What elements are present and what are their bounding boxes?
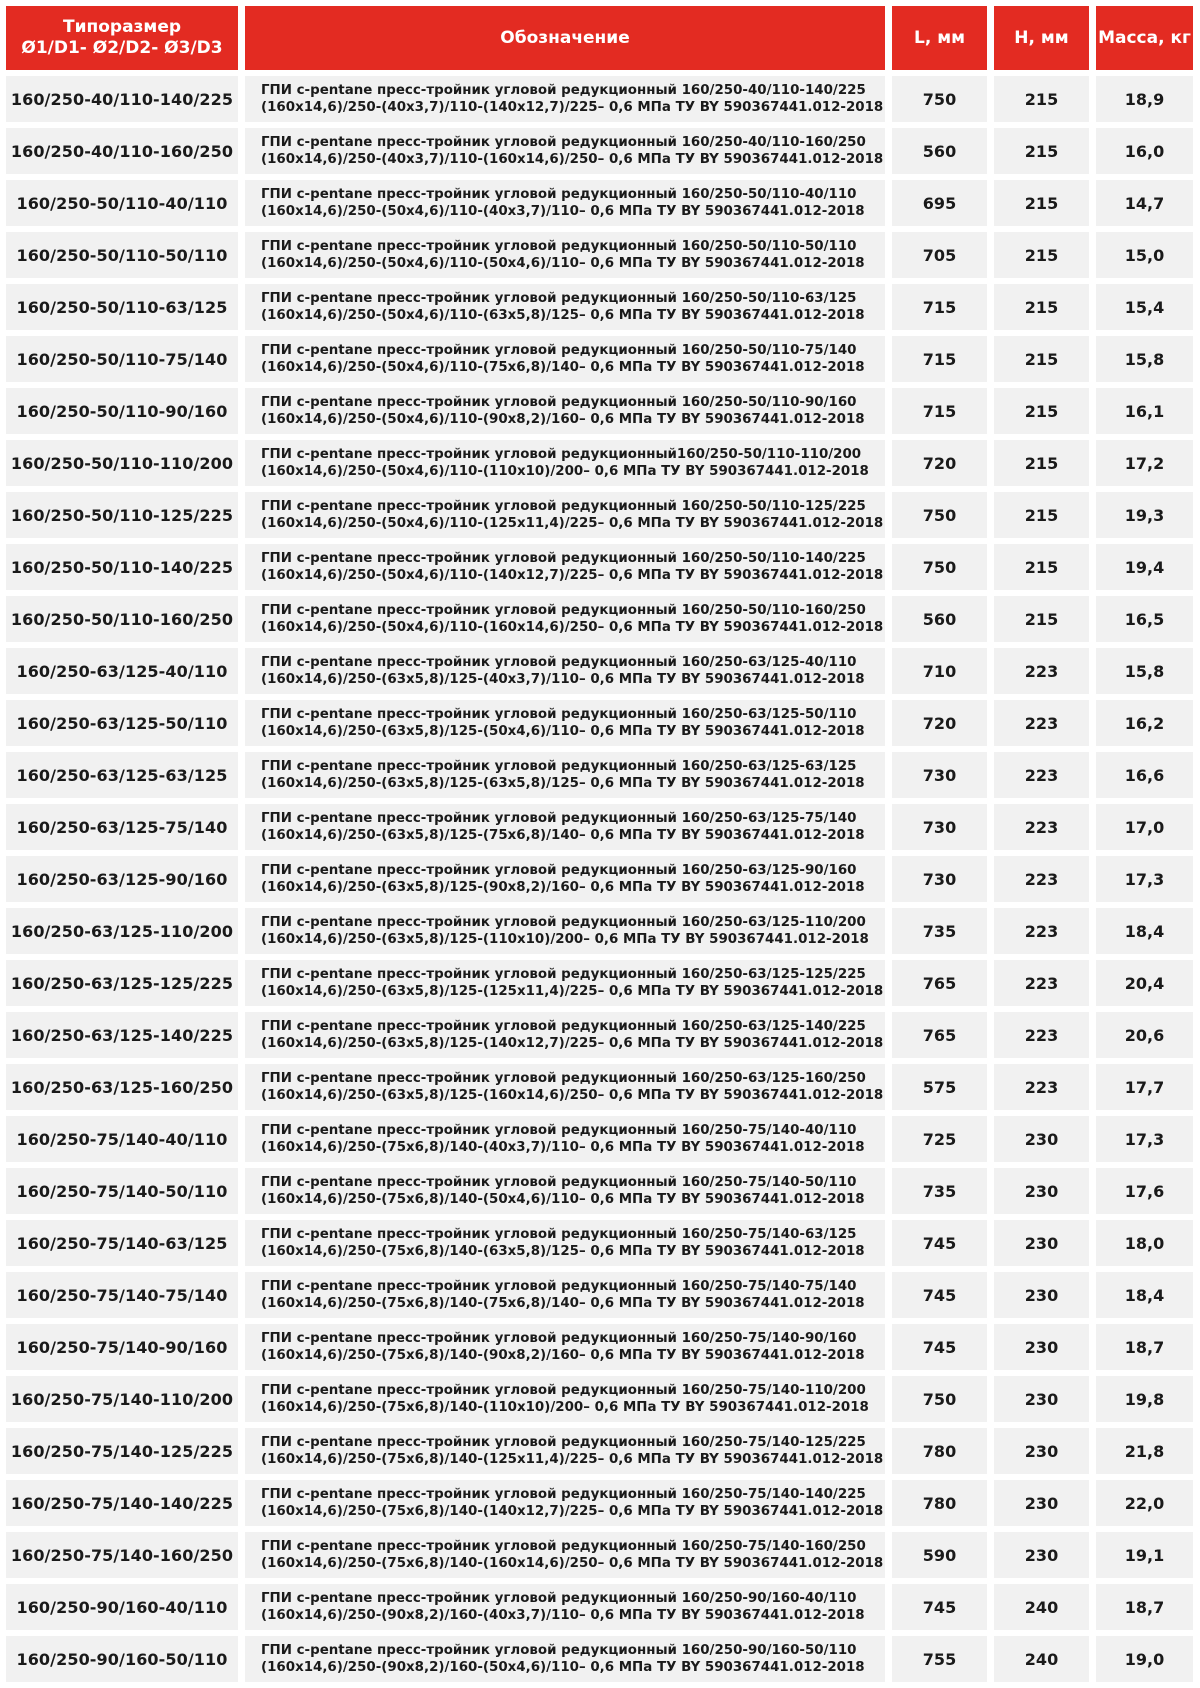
- cell-designation: [245, 440, 885, 486]
- cell-length: 765: [892, 1012, 987, 1058]
- cell-designation: [245, 1064, 885, 1110]
- header-size-line1: Типоразмер: [62, 17, 182, 37]
- designation-line2: (160х14,6)/250-(63х5,8)/125-(40х3,7)/110– 0,6 МПа ТУ BY 590367441.012-2018: [261, 672, 865, 687]
- cell-height: 215: [994, 180, 1089, 226]
- cell-designation: [245, 1116, 885, 1162]
- cell-length: 780: [892, 1428, 987, 1474]
- cell-length: 715: [892, 388, 987, 434]
- designation-line2: (160х14,6)/250-(75х6,8)/140-(50х4,6)/110– 0,6 МПа ТУ BY 590367441.012-2018: [261, 1192, 865, 1207]
- cell-designation: [245, 336, 885, 382]
- cell-height: 223: [994, 1012, 1089, 1058]
- cell-length: 750: [892, 492, 987, 538]
- cell-size: 160/250-50/110-160/250: [6, 596, 238, 642]
- cell-length: 745: [892, 1324, 987, 1370]
- designation-line2: (160х14,6)/250-(63х5,8)/125-(160х14,6)/250– 0,6 МПа ТУ BY 590367441.012-2018: [261, 1088, 884, 1103]
- cell-size: 160/250-50/110-75/140: [6, 336, 238, 382]
- table-row: [6, 1532, 1193, 1578]
- designation-line1: ГПИ c-pentane пресс-тройник угловой редукционный 160/250-63/125-160/250: [261, 1071, 866, 1086]
- cell-size: 160/250-75/140-75/140: [6, 1272, 238, 1318]
- designation-line2: (160х14,6)/250-(75х6,8)/140-(160х14,6)/250– 0,6 МПа ТУ BY 590367441.012-2018: [261, 1556, 884, 1571]
- cell-height: 223: [994, 700, 1089, 746]
- header-size-line2: Ø1/D1- Ø2/D2- Ø3/D3: [21, 38, 223, 58]
- designation-line2: (160х14,6)/250-(50х4,6)/110-(63х5,8)/125– 0,6 МПа ТУ BY 590367441.012-2018: [261, 308, 865, 323]
- cell-size: 160/250-75/140-140/225: [6, 1480, 238, 1526]
- cell-height: 215: [994, 284, 1089, 330]
- designation-line2: (160х14,6)/250-(63х5,8)/125-(63х5,8)/125– 0,6 МПа ТУ BY 590367441.012-2018: [261, 776, 865, 791]
- cell-designation: [245, 1480, 885, 1526]
- cell-mass: 19,4: [1096, 544, 1193, 590]
- designation-line1: ГПИ c-pentane пресс-тройник угловой редукционный 160/250-50/110-63/125: [261, 291, 857, 306]
- cell-length: 765: [892, 960, 987, 1006]
- cell-height: 223: [994, 856, 1089, 902]
- cell-mass: 17,3: [1096, 856, 1193, 902]
- cell-size: 160/250-75/140-50/110: [6, 1168, 238, 1214]
- cell-size: 160/250-40/110-140/225: [6, 76, 238, 122]
- cell-mass: 17,6: [1096, 1168, 1193, 1214]
- cell-mass: 17,2: [1096, 440, 1193, 486]
- designation-line2: (160х14,6)/250-(75х6,8)/140-(110х10)/200– 0,6 МПа ТУ BY 590367441.012-2018: [261, 1400, 869, 1415]
- table-row: [6, 1376, 1193, 1422]
- cell-mass: 18,7: [1096, 1584, 1193, 1630]
- cell-mass: 18,7: [1096, 1324, 1193, 1370]
- designation-line2: (160х14,6)/250-(90х8,2)/160-(40х3,7)/110– 0,6 МПа ТУ BY 590367441.012-2018: [261, 1608, 865, 1623]
- header-size: [6, 6, 238, 70]
- designation-line2: (160х14,6)/250-(50х4,6)/110-(90х8,2)/160– 0,6 МПа ТУ BY 590367441.012-2018: [261, 412, 865, 427]
- cell-height: 230: [994, 1480, 1089, 1526]
- cell-designation: [245, 232, 885, 278]
- cell-length: 750: [892, 544, 987, 590]
- designation-line1: ГПИ c-pentane пресс-тройник угловой редукционный 160/250-75/140-40/110: [261, 1123, 857, 1138]
- designation-line2: (160х14,6)/250-(40х3,7)/110-(140х12,7)/225– 0,6 МПа ТУ BY 590367441.012-2018: [261, 100, 884, 115]
- cell-height: 240: [994, 1636, 1089, 1682]
- cell-height: 215: [994, 388, 1089, 434]
- cell-designation: [245, 1220, 885, 1266]
- designation-line2: (160х14,6)/250-(50х4,6)/110-(75х6,8)/140– 0,6 МПа ТУ BY 590367441.012-2018: [261, 360, 865, 375]
- cell-mass: 19,1: [1096, 1532, 1193, 1578]
- designation-line1: ГПИ c-pentane пресс-тройник угловой редукционный 160/250-50/110-90/160: [261, 395, 857, 410]
- table-row: [6, 180, 1193, 226]
- designation-line2: (160х14,6)/250-(50х4,6)/110-(40х3,7)/110– 0,6 МПа ТУ BY 590367441.012-2018: [261, 204, 865, 219]
- designation-line1: ГПИ c-pentane пресс-тройник угловой редукционный 160/250-63/125-110/200: [261, 915, 866, 930]
- cell-mass: 20,4: [1096, 960, 1193, 1006]
- cell-mass: 22,0: [1096, 1480, 1193, 1526]
- designation-line1: ГПИ c-pentane пресс-тройник угловой редукционный 160/250-75/140-90/160: [261, 1331, 857, 1346]
- cell-size: 160/250-63/125-40/110: [6, 648, 238, 694]
- designation-line1: ГПИ c-pentane пресс-тройник угловой редукционный 160/250-75/140-63/125: [261, 1227, 857, 1242]
- cell-designation: [245, 1012, 885, 1058]
- cell-length: 720: [892, 700, 987, 746]
- cell-length: 750: [892, 1376, 987, 1422]
- cell-height: 215: [994, 336, 1089, 382]
- cell-height: 230: [994, 1116, 1089, 1162]
- cell-size: 160/250-63/125-160/250: [6, 1064, 238, 1110]
- cell-height: 215: [994, 544, 1089, 590]
- table-row: [6, 596, 1193, 642]
- designation-line2: (160х14,6)/250-(50х4,6)/110-(160х14,6)/250– 0,6 МПа ТУ BY 590367441.012-2018: [261, 620, 884, 635]
- cell-length: 560: [892, 128, 987, 174]
- cell-mass: 15,8: [1096, 648, 1193, 694]
- cell-size: 160/250-75/140-40/110: [6, 1116, 238, 1162]
- designation-line2: (160х14,6)/250-(75х6,8)/140-(75х6,8)/140– 0,6 МПа ТУ BY 590367441.012-2018: [261, 1296, 865, 1311]
- cell-mass: 16,6: [1096, 752, 1193, 798]
- cell-height: 223: [994, 1064, 1089, 1110]
- cell-height: 230: [994, 1272, 1089, 1318]
- cell-length: 745: [892, 1272, 987, 1318]
- cell-designation: [245, 596, 885, 642]
- cell-designation: [245, 1584, 885, 1630]
- cell-size: 160/250-50/110-140/225: [6, 544, 238, 590]
- cell-mass: 17,3: [1096, 1116, 1193, 1162]
- cell-length: 575: [892, 1064, 987, 1110]
- cell-mass: 16,2: [1096, 700, 1193, 746]
- designation-line1: ГПИ c-pentane пресс-тройник угловой редукционный 160/250-75/140-110/200: [261, 1383, 866, 1398]
- cell-length: 780: [892, 1480, 987, 1526]
- designation-line1: ГПИ c-pentane пресс-тройник угловой редукционный 160/250-50/110-40/110: [261, 187, 857, 202]
- table-row: [6, 1480, 1193, 1526]
- table-row: [6, 284, 1193, 330]
- cell-designation: [245, 1376, 885, 1422]
- designation-line1: ГПИ c-pentane пресс-тройник угловой редукционный 160/250-63/125-63/125: [261, 759, 857, 774]
- designation-line2: (160х14,6)/250-(75х6,8)/140-(90х8,2)/160– 0,6 МПа ТУ BY 590367441.012-2018: [261, 1348, 865, 1363]
- cell-length: 715: [892, 336, 987, 382]
- designation-line1: ГПИ c-pentane пресс-тройник угловой редукционный 160/250-75/140-140/225: [261, 1487, 866, 1502]
- cell-length: 590: [892, 1532, 987, 1578]
- cell-designation: [245, 752, 885, 798]
- cell-mass: 18,0: [1096, 1220, 1193, 1266]
- cell-designation: [245, 128, 885, 174]
- table-row: [6, 1220, 1193, 1266]
- cell-length: 750: [892, 76, 987, 122]
- table-row: [6, 76, 1193, 122]
- designation-line1: ГПИ c-pentane пресс-тройник угловой редукционный 160/250-40/110-140/225: [261, 83, 866, 98]
- designation-line2: (160х14,6)/250-(63х5,8)/125-(110х10)/200– 0,6 МПа ТУ BY 590367441.012-2018: [261, 932, 869, 947]
- cell-size: 160/250-50/110-125/225: [6, 492, 238, 538]
- table-body: [6, 76, 1193, 1682]
- cell-designation: [245, 1636, 885, 1682]
- cell-height: 223: [994, 752, 1089, 798]
- header-designation: Обозначение: [245, 6, 885, 70]
- designation-line1: ГПИ c-pentane пресс-тройник угловой редукционный 160/250-90/160-40/110: [261, 1591, 857, 1606]
- cell-size: 160/250-63/125-90/160: [6, 856, 238, 902]
- table-row: [6, 492, 1193, 538]
- header-mass: Масса, кг: [1096, 6, 1193, 70]
- cell-size: 160/250-50/110-50/110: [6, 232, 238, 278]
- table-row: [6, 1168, 1193, 1214]
- cell-mass: 19,0: [1096, 1636, 1193, 1682]
- table-row: [6, 752, 1193, 798]
- cell-length: 745: [892, 1584, 987, 1630]
- designation-line1: ГПИ c-pentane пресс-тройник угловой редукционный 160/250-75/140-125/225: [261, 1435, 866, 1450]
- cell-designation: [245, 960, 885, 1006]
- table-row: [6, 648, 1193, 694]
- designation-line1: ГПИ c-pentane пресс-тройник угловой редукционный 160/250-50/110-140/225: [261, 551, 866, 566]
- designation-line1: ГПИ c-pentane пресс-тройник угловой редукционный 160/250-40/110-160/250: [261, 135, 866, 150]
- cell-mass: 20,6: [1096, 1012, 1193, 1058]
- cell-designation: [245, 700, 885, 746]
- cell-mass: 21,8: [1096, 1428, 1193, 1474]
- designation-line1: ГПИ c-pentane пресс-тройник угловой редукционный 160/250-75/140-160/250: [261, 1539, 866, 1554]
- cell-designation: [245, 492, 885, 538]
- cell-size: 160/250-63/125-125/225: [6, 960, 238, 1006]
- table-row: [6, 128, 1193, 174]
- cell-mass: 15,8: [1096, 336, 1193, 382]
- designation-line2: (160х14,6)/250-(75х6,8)/140-(40х3,7)/110– 0,6 МПа ТУ BY 590367441.012-2018: [261, 1140, 865, 1155]
- cell-height: 215: [994, 440, 1089, 486]
- cell-size: 160/250-90/160-50/110: [6, 1636, 238, 1682]
- designation-line2: (160х14,6)/250-(75х6,8)/140-(140х12,7)/225– 0,6 МПа ТУ BY 590367441.012-2018: [261, 1504, 884, 1519]
- cell-height: 240: [994, 1584, 1089, 1630]
- table-row: [6, 700, 1193, 746]
- designation-line2: (160х14,6)/250-(75х6,8)/140-(125х11,4)/225– 0,6 МПа ТУ BY 590367441.012-2018: [261, 1452, 884, 1467]
- designation-line2: (160х14,6)/250-(63х5,8)/125-(125х11,4)/225– 0,6 МПа ТУ BY 590367441.012-2018: [261, 984, 884, 999]
- designation-line1: ГПИ c-pentane пресс-тройник угловой редукционный 160/250-50/110-75/140: [261, 343, 857, 358]
- cell-height: 230: [994, 1324, 1089, 1370]
- cell-mass: 18,9: [1096, 76, 1193, 122]
- cell-size: 160/250-50/110-40/110: [6, 180, 238, 226]
- designation-line1: ГПИ c-pentane пресс-тройник угловой редукционный160/250-50/110-110/200: [261, 447, 862, 462]
- table-row: [6, 908, 1193, 954]
- designation-line1: ГПИ c-pentane пресс-тройник угловой редукционный 160/250-50/110-125/225: [261, 499, 866, 514]
- cell-length: 730: [892, 752, 987, 798]
- designation-line2: (160х14,6)/250-(63х5,8)/125-(90х8,2)/160– 0,6 МПа ТУ BY 590367441.012-2018: [261, 880, 865, 895]
- designation-line1: ГПИ c-pentane пресс-тройник угловой редукционный 160/250-63/125-90/160: [261, 863, 857, 878]
- cell-size: 160/250-50/110-63/125: [6, 284, 238, 330]
- designation-line2: (160х14,6)/250-(63х5,8)/125-(140х12,7)/225– 0,6 МПа ТУ BY 590367441.012-2018: [261, 1036, 884, 1051]
- cell-height: 223: [994, 960, 1089, 1006]
- designation-line1: ГПИ c-pentane пресс-тройник угловой редукционный 160/250-50/110-160/250: [261, 603, 866, 618]
- cell-size: 160/250-75/140-110/200: [6, 1376, 238, 1422]
- cell-designation: [245, 804, 885, 850]
- cell-size: 160/250-75/140-63/125: [6, 1220, 238, 1266]
- designation-line2: (160х14,6)/250-(50х4,6)/110-(110х10)/200– 0,6 МПа ТУ BY 590367441.012-2018: [261, 464, 869, 479]
- cell-mass: 15,0: [1096, 232, 1193, 278]
- cell-mass: 16,5: [1096, 596, 1193, 642]
- cell-mass: 19,3: [1096, 492, 1193, 538]
- cell-designation: [245, 856, 885, 902]
- table-row: [6, 388, 1193, 434]
- table-row: [6, 1428, 1193, 1474]
- table-row: [6, 856, 1193, 902]
- table-row: [6, 1584, 1193, 1630]
- table-row: [6, 1012, 1193, 1058]
- cell-height: 215: [994, 76, 1089, 122]
- header-length: L, мм: [892, 6, 987, 70]
- designation-line2: (160х14,6)/250-(75х6,8)/140-(63х5,8)/125– 0,6 МПа ТУ BY 590367441.012-2018: [261, 1244, 865, 1259]
- cell-height: 230: [994, 1532, 1089, 1578]
- cell-designation: [245, 908, 885, 954]
- cell-length: 710: [892, 648, 987, 694]
- cell-length: 560: [892, 596, 987, 642]
- header-height: H, мм: [994, 6, 1089, 70]
- table-header: [6, 6, 1193, 70]
- designation-line1: ГПИ c-pentane пресс-тройник угловой редукционный 160/250-63/125-140/225: [261, 1019, 866, 1034]
- table-row: [6, 232, 1193, 278]
- cell-designation: [245, 180, 885, 226]
- cell-designation: [245, 1428, 885, 1474]
- cell-height: 230: [994, 1168, 1089, 1214]
- cell-height: 223: [994, 804, 1089, 850]
- cell-length: 735: [892, 908, 987, 954]
- cell-height: 223: [994, 648, 1089, 694]
- designation-line2: (160х14,6)/250-(50х4,6)/110-(50х4,6)/110– 0,6 МПа ТУ BY 590367441.012-2018: [261, 256, 865, 271]
- cell-height: 215: [994, 596, 1089, 642]
- table-row: [6, 1272, 1193, 1318]
- cell-mass: 17,0: [1096, 804, 1193, 850]
- cell-length: 745: [892, 1220, 987, 1266]
- table-row: [6, 1324, 1193, 1370]
- designation-line2: (160х14,6)/250-(90х8,2)/160-(50х4,6)/110– 0,6 МПа ТУ BY 590367441.012-2018: [261, 1660, 865, 1675]
- cell-size: 160/250-90/160-40/110: [6, 1584, 238, 1630]
- cell-mass: 18,4: [1096, 1272, 1193, 1318]
- cell-mass: 19,8: [1096, 1376, 1193, 1422]
- cell-size: 160/250-63/125-110/200: [6, 908, 238, 954]
- table-row: [6, 440, 1193, 486]
- table-row: [6, 804, 1193, 850]
- cell-length: 755: [892, 1636, 987, 1682]
- cell-height: 230: [994, 1428, 1089, 1474]
- cell-height: 230: [994, 1220, 1089, 1266]
- cell-height: 215: [994, 232, 1089, 278]
- cell-length: 705: [892, 232, 987, 278]
- cell-length: 725: [892, 1116, 987, 1162]
- cell-size: 160/250-75/140-160/250: [6, 1532, 238, 1578]
- designation-line2: (160х14,6)/250-(50х4,6)/110-(125х11,4)/225– 0,6 МПа ТУ BY 590367441.012-2018: [261, 516, 884, 531]
- cell-designation: [245, 1168, 885, 1214]
- cell-mass: 17,7: [1096, 1064, 1193, 1110]
- cell-designation: [245, 284, 885, 330]
- cell-designation: [245, 76, 885, 122]
- designation-line1: ГПИ c-pentane пресс-тройник угловой редукционный 160/250-63/125-75/140: [261, 811, 857, 826]
- cell-size: 160/250-75/140-90/160: [6, 1324, 238, 1370]
- cell-designation: [245, 388, 885, 434]
- cell-height: 215: [994, 492, 1089, 538]
- cell-designation: [245, 1272, 885, 1318]
- designation-line2: (160х14,6)/250-(63х5,8)/125-(75х6,8)/140– 0,6 МПа ТУ BY 590367441.012-2018: [261, 828, 865, 843]
- cell-designation: [245, 1324, 885, 1370]
- designation-line2: (160х14,6)/250-(50х4,6)/110-(140х12,7)/225– 0,6 МПа ТУ BY 590367441.012-2018: [261, 568, 884, 583]
- cell-height: 230: [994, 1376, 1089, 1422]
- cell-mass: 14,7: [1096, 180, 1193, 226]
- cell-size: 160/250-50/110-110/200: [6, 440, 238, 486]
- cell-size: 160/250-63/125-140/225: [6, 1012, 238, 1058]
- designation-line2: (160х14,6)/250-(40х3,7)/110-(160х14,6)/250– 0,6 МПа ТУ BY 590367441.012-2018: [261, 152, 884, 167]
- designation-line1: ГПИ c-pentane пресс-тройник угловой редукционный 160/250-75/140-50/110: [261, 1175, 857, 1190]
- designation-line1: ГПИ c-pentane пресс-тройник угловой редукционный 160/250-63/125-50/110: [261, 707, 857, 722]
- designation-line1: ГПИ c-pentane пресс-тройник угловой редукционный 160/250-63/125-125/225: [261, 967, 866, 982]
- cell-size: 160/250-50/110-90/160: [6, 388, 238, 434]
- cell-designation: [245, 648, 885, 694]
- cell-size: 160/250-63/125-50/110: [6, 700, 238, 746]
- cell-size: 160/250-40/110-160/250: [6, 128, 238, 174]
- table-row: [6, 336, 1193, 382]
- cell-length: 730: [892, 804, 987, 850]
- cell-size: 160/250-63/125-63/125: [6, 752, 238, 798]
- designation-line1: ГПИ c-pentane пресс-тройник угловой редукционный 160/250-75/140-75/140: [261, 1279, 857, 1294]
- designation-line1: ГПИ c-pentane пресс-тройник угловой редукционный 160/250-63/125-40/110: [261, 655, 857, 670]
- cell-mass: 15,4: [1096, 284, 1193, 330]
- cell-designation: [245, 1532, 885, 1578]
- cell-length: 715: [892, 284, 987, 330]
- designation-line1: ГПИ c-pentane пресс-тройник угловой редукционный 160/250-90/160-50/110: [261, 1643, 857, 1658]
- cell-size: 160/250-63/125-75/140: [6, 804, 238, 850]
- table-row: [6, 544, 1193, 590]
- table-row: [6, 1636, 1193, 1682]
- designation-line2: (160х14,6)/250-(63х5,8)/125-(50х4,6)/110– 0,6 МПа ТУ BY 590367441.012-2018: [261, 724, 865, 739]
- cell-height: 215: [994, 128, 1089, 174]
- table-row: [6, 960, 1193, 1006]
- cell-designation: [245, 544, 885, 590]
- cell-height: 223: [994, 908, 1089, 954]
- table-row: [6, 1064, 1193, 1110]
- cell-length: 695: [892, 180, 987, 226]
- cell-length: 720: [892, 440, 987, 486]
- table-row: [6, 1116, 1193, 1162]
- cell-mass: 16,1: [1096, 388, 1193, 434]
- cell-mass: 16,0: [1096, 128, 1193, 174]
- cell-length: 730: [892, 856, 987, 902]
- cell-size: 160/250-75/140-125/225: [6, 1428, 238, 1474]
- designation-line1: ГПИ c-pentane пресс-тройник угловой редукционный 160/250-50/110-50/110: [261, 239, 857, 254]
- cell-mass: 18,4: [1096, 908, 1193, 954]
- cell-length: 735: [892, 1168, 987, 1214]
